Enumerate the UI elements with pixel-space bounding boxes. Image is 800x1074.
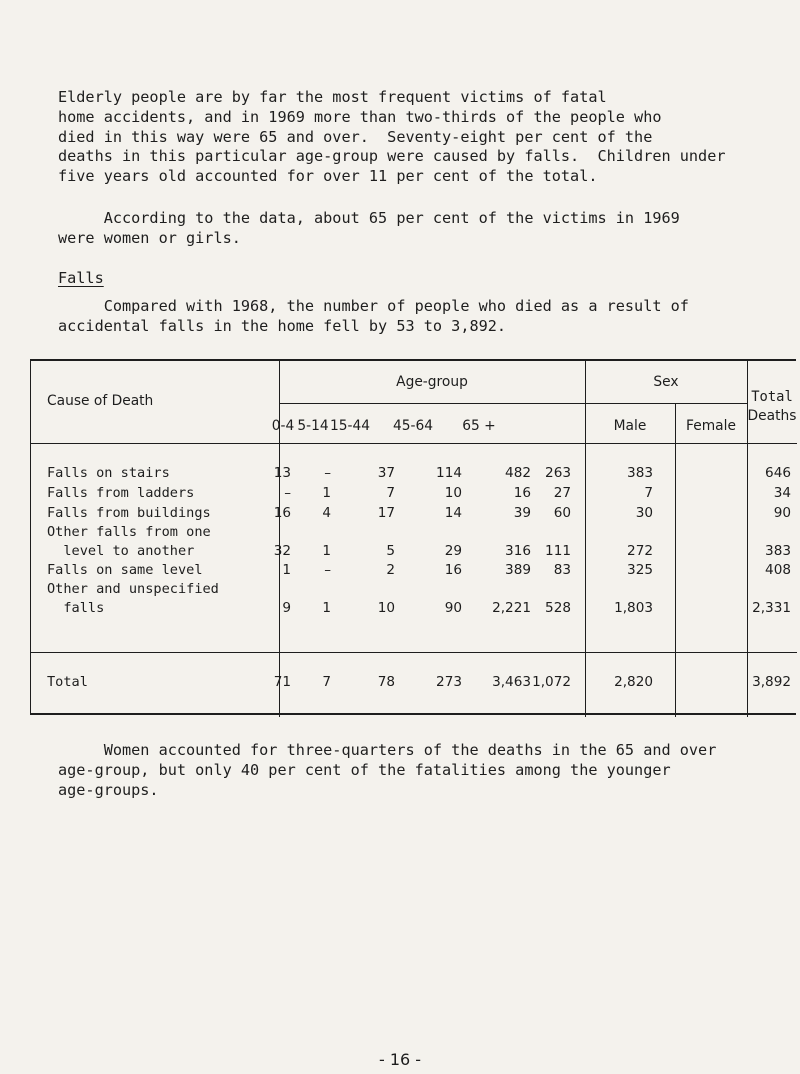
section-heading-falls: Falls bbox=[58, 269, 104, 287]
table-cell: 7 bbox=[386, 485, 395, 501]
table-cell: 1 bbox=[322, 543, 331, 559]
header-age-0-4: 0-4 bbox=[271, 418, 295, 434]
table-cell: 408 bbox=[765, 562, 791, 578]
header-age-15-44: 15-44 bbox=[329, 418, 371, 434]
table-cell: 30 bbox=[635, 505, 653, 521]
table-divider-horizontal bbox=[31, 443, 797, 444]
total-cell: 3,463 bbox=[492, 674, 531, 690]
header-deaths: Deaths bbox=[747, 408, 797, 424]
table-cell: 383 bbox=[627, 465, 653, 481]
table-cell: 90 bbox=[773, 505, 791, 521]
table-cell: 17 bbox=[377, 505, 395, 521]
table-cell: 13 bbox=[273, 465, 291, 481]
table-cell: 4 bbox=[322, 505, 331, 521]
paragraph-women-victims: According to the data, about 65 per cent of the victims in 1969 were women or girls. bbox=[58, 209, 680, 247]
table-cell: 114 bbox=[436, 465, 462, 481]
table-cell: 2,221 bbox=[492, 600, 531, 616]
table-divider-vertical bbox=[279, 361, 280, 717]
header-age-45-64: 45-64 bbox=[392, 418, 434, 434]
table-cell: 10 bbox=[377, 600, 395, 616]
table-cell: 389 bbox=[505, 562, 531, 578]
table-cell: 29 bbox=[444, 543, 462, 559]
table-cell: 2 bbox=[386, 562, 395, 578]
table-cell: – bbox=[324, 465, 331, 481]
table-cell: 83 bbox=[553, 562, 571, 578]
table-cell: 90 bbox=[444, 600, 462, 616]
row-cause-label: level to another bbox=[47, 543, 195, 559]
table-cell: 32 bbox=[273, 543, 291, 559]
table-cell: 34 bbox=[773, 485, 791, 501]
total-cell: 273 bbox=[436, 674, 462, 690]
header-total: Total bbox=[751, 389, 793, 405]
table-cell: – bbox=[284, 485, 291, 501]
row-cause-label: falls bbox=[47, 600, 105, 616]
table-cell: 272 bbox=[627, 543, 653, 559]
paragraph-women-age-groups: Women accounted for three-quarters of the deaths in the 65 and over age-group, but only 40 per cent of the fatalities among the younger age-groups. bbox=[58, 741, 717, 799]
table-cell: 9 bbox=[282, 600, 291, 616]
table-divider-horizontal bbox=[31, 652, 797, 653]
header-age-group: Age-group bbox=[396, 374, 468, 390]
total-cell: 78 bbox=[377, 674, 395, 690]
total-cell: 71 bbox=[273, 674, 291, 690]
header-age-65: 65 + bbox=[462, 418, 496, 434]
total-row-label: Total bbox=[47, 674, 88, 690]
table-cell: 60 bbox=[553, 505, 571, 521]
paragraph-elderly-victims: Elderly people are by far the most frequent victims of fatal home accidents, and in 1969 more than two-thirds of the people who died in this way were 65 and over. Seventy-eight per cent of the deaths in this particular age-group were caused by falls. Children under five years old accounted for over 11 per cent of the total. bbox=[58, 88, 726, 186]
row-cause-label: Falls from ladders bbox=[47, 485, 195, 501]
paragraph-falls-comparison: Compared with 1968, the number of people who died as a result of accidental falls in the home fell by 53 to 3,892. bbox=[58, 297, 689, 335]
table-cell: 325 bbox=[627, 562, 653, 578]
table-cell: 482 bbox=[505, 465, 531, 481]
table-cell: 5 bbox=[386, 543, 395, 559]
table-cell: 16 bbox=[444, 562, 462, 578]
table-cell: 316 bbox=[505, 543, 531, 559]
header-sex: Sex bbox=[653, 374, 679, 390]
row-cause-label: Other and unspecified bbox=[47, 581, 219, 597]
page-number: - 16 - bbox=[378, 1050, 422, 1069]
header-male: Male bbox=[613, 418, 647, 434]
table-cell: 37 bbox=[377, 465, 395, 481]
table-cell: – bbox=[324, 562, 331, 578]
table-cell: 1 bbox=[322, 600, 331, 616]
header-female: Female bbox=[686, 418, 736, 434]
total-cell: 2,820 bbox=[614, 674, 653, 690]
total-cell: 1,072 bbox=[532, 674, 571, 690]
table-cell: 111 bbox=[545, 543, 571, 559]
table-cell: 263 bbox=[545, 465, 571, 481]
table-cell: 646 bbox=[765, 465, 791, 481]
table-divider-horizontal bbox=[279, 403, 747, 404]
falls-table bbox=[30, 359, 796, 715]
table-cell: 1 bbox=[322, 485, 331, 501]
table-cell: 1,803 bbox=[614, 600, 653, 616]
table-cell: 14 bbox=[444, 505, 462, 521]
table-cell: 383 bbox=[765, 543, 791, 559]
header-age-5-14: 5-14 bbox=[297, 418, 329, 434]
table-divider-vertical bbox=[675, 403, 676, 717]
table-cell: 27 bbox=[553, 485, 571, 501]
table-cell: 1 bbox=[282, 562, 291, 578]
table-cell: 10 bbox=[444, 485, 462, 501]
row-cause-label: Falls on same level bbox=[47, 562, 203, 578]
table-cell: 16 bbox=[513, 485, 531, 501]
row-cause-label: Falls from buildings bbox=[47, 505, 211, 521]
table-cell: 16 bbox=[273, 505, 291, 521]
table-cell: 39 bbox=[513, 505, 531, 521]
table-cell: 7 bbox=[644, 485, 653, 501]
table-cell: 528 bbox=[545, 600, 571, 616]
total-cell: 7 bbox=[322, 674, 331, 690]
header-cause-of-death: Cause of Death bbox=[47, 393, 154, 409]
table-cell: 2,331 bbox=[752, 600, 791, 616]
total-cell: 3,892 bbox=[752, 674, 791, 690]
row-cause-label: Falls on stairs bbox=[47, 465, 170, 481]
table-divider-vertical bbox=[585, 361, 586, 717]
row-cause-label: Other falls from one bbox=[47, 524, 211, 540]
